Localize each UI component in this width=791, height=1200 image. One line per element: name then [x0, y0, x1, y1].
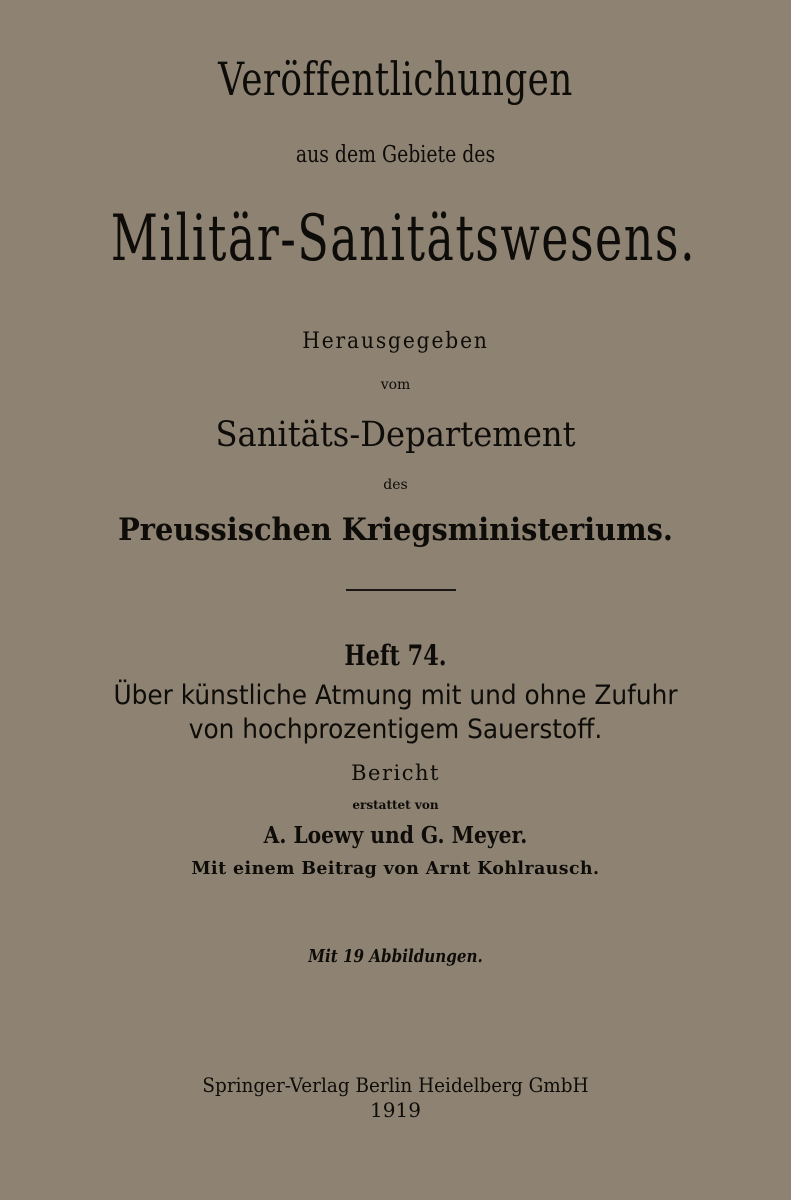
- editor-ministry: Preussischen Kriegsministeriums.: [118, 512, 673, 548]
- report-label: Bericht: [351, 761, 440, 785]
- publisher: Springer-Verlag Berlin Heidelberg GmbH: [202, 1073, 589, 1097]
- contribution-note: Mit einem Beitrag von Arnt Kohlrausch.: [191, 858, 600, 879]
- editor-article: des: [383, 477, 408, 493]
- authors: A. Loewy und G. Meyer.: [263, 822, 528, 849]
- work-title-line-2: von hochprozentigem Sauerstoff.: [188, 714, 603, 745]
- editor-preposition: vom: [380, 377, 411, 393]
- series-subtitle: aus dem Gebiete des: [295, 142, 496, 168]
- figures-note: Mit 19 Abbildungen.: [308, 946, 483, 967]
- editor-department: Sanitäts-Departement: [215, 415, 576, 455]
- editor-label: Herausgegeben: [302, 329, 489, 354]
- series-title: Veröffentlichungen: [218, 52, 573, 106]
- series-main-title: Militär-Sanitätswesens.: [110, 202, 697, 276]
- report-by: erstattet von: [352, 798, 439, 812]
- issue-number: Heft 74.: [344, 639, 447, 672]
- work-title-line-1: Über künstliche Atmung mit und ohne Zufuhr: [113, 680, 678, 711]
- divider-rule: [346, 589, 456, 591]
- publication-year: 1919: [370, 1098, 421, 1122]
